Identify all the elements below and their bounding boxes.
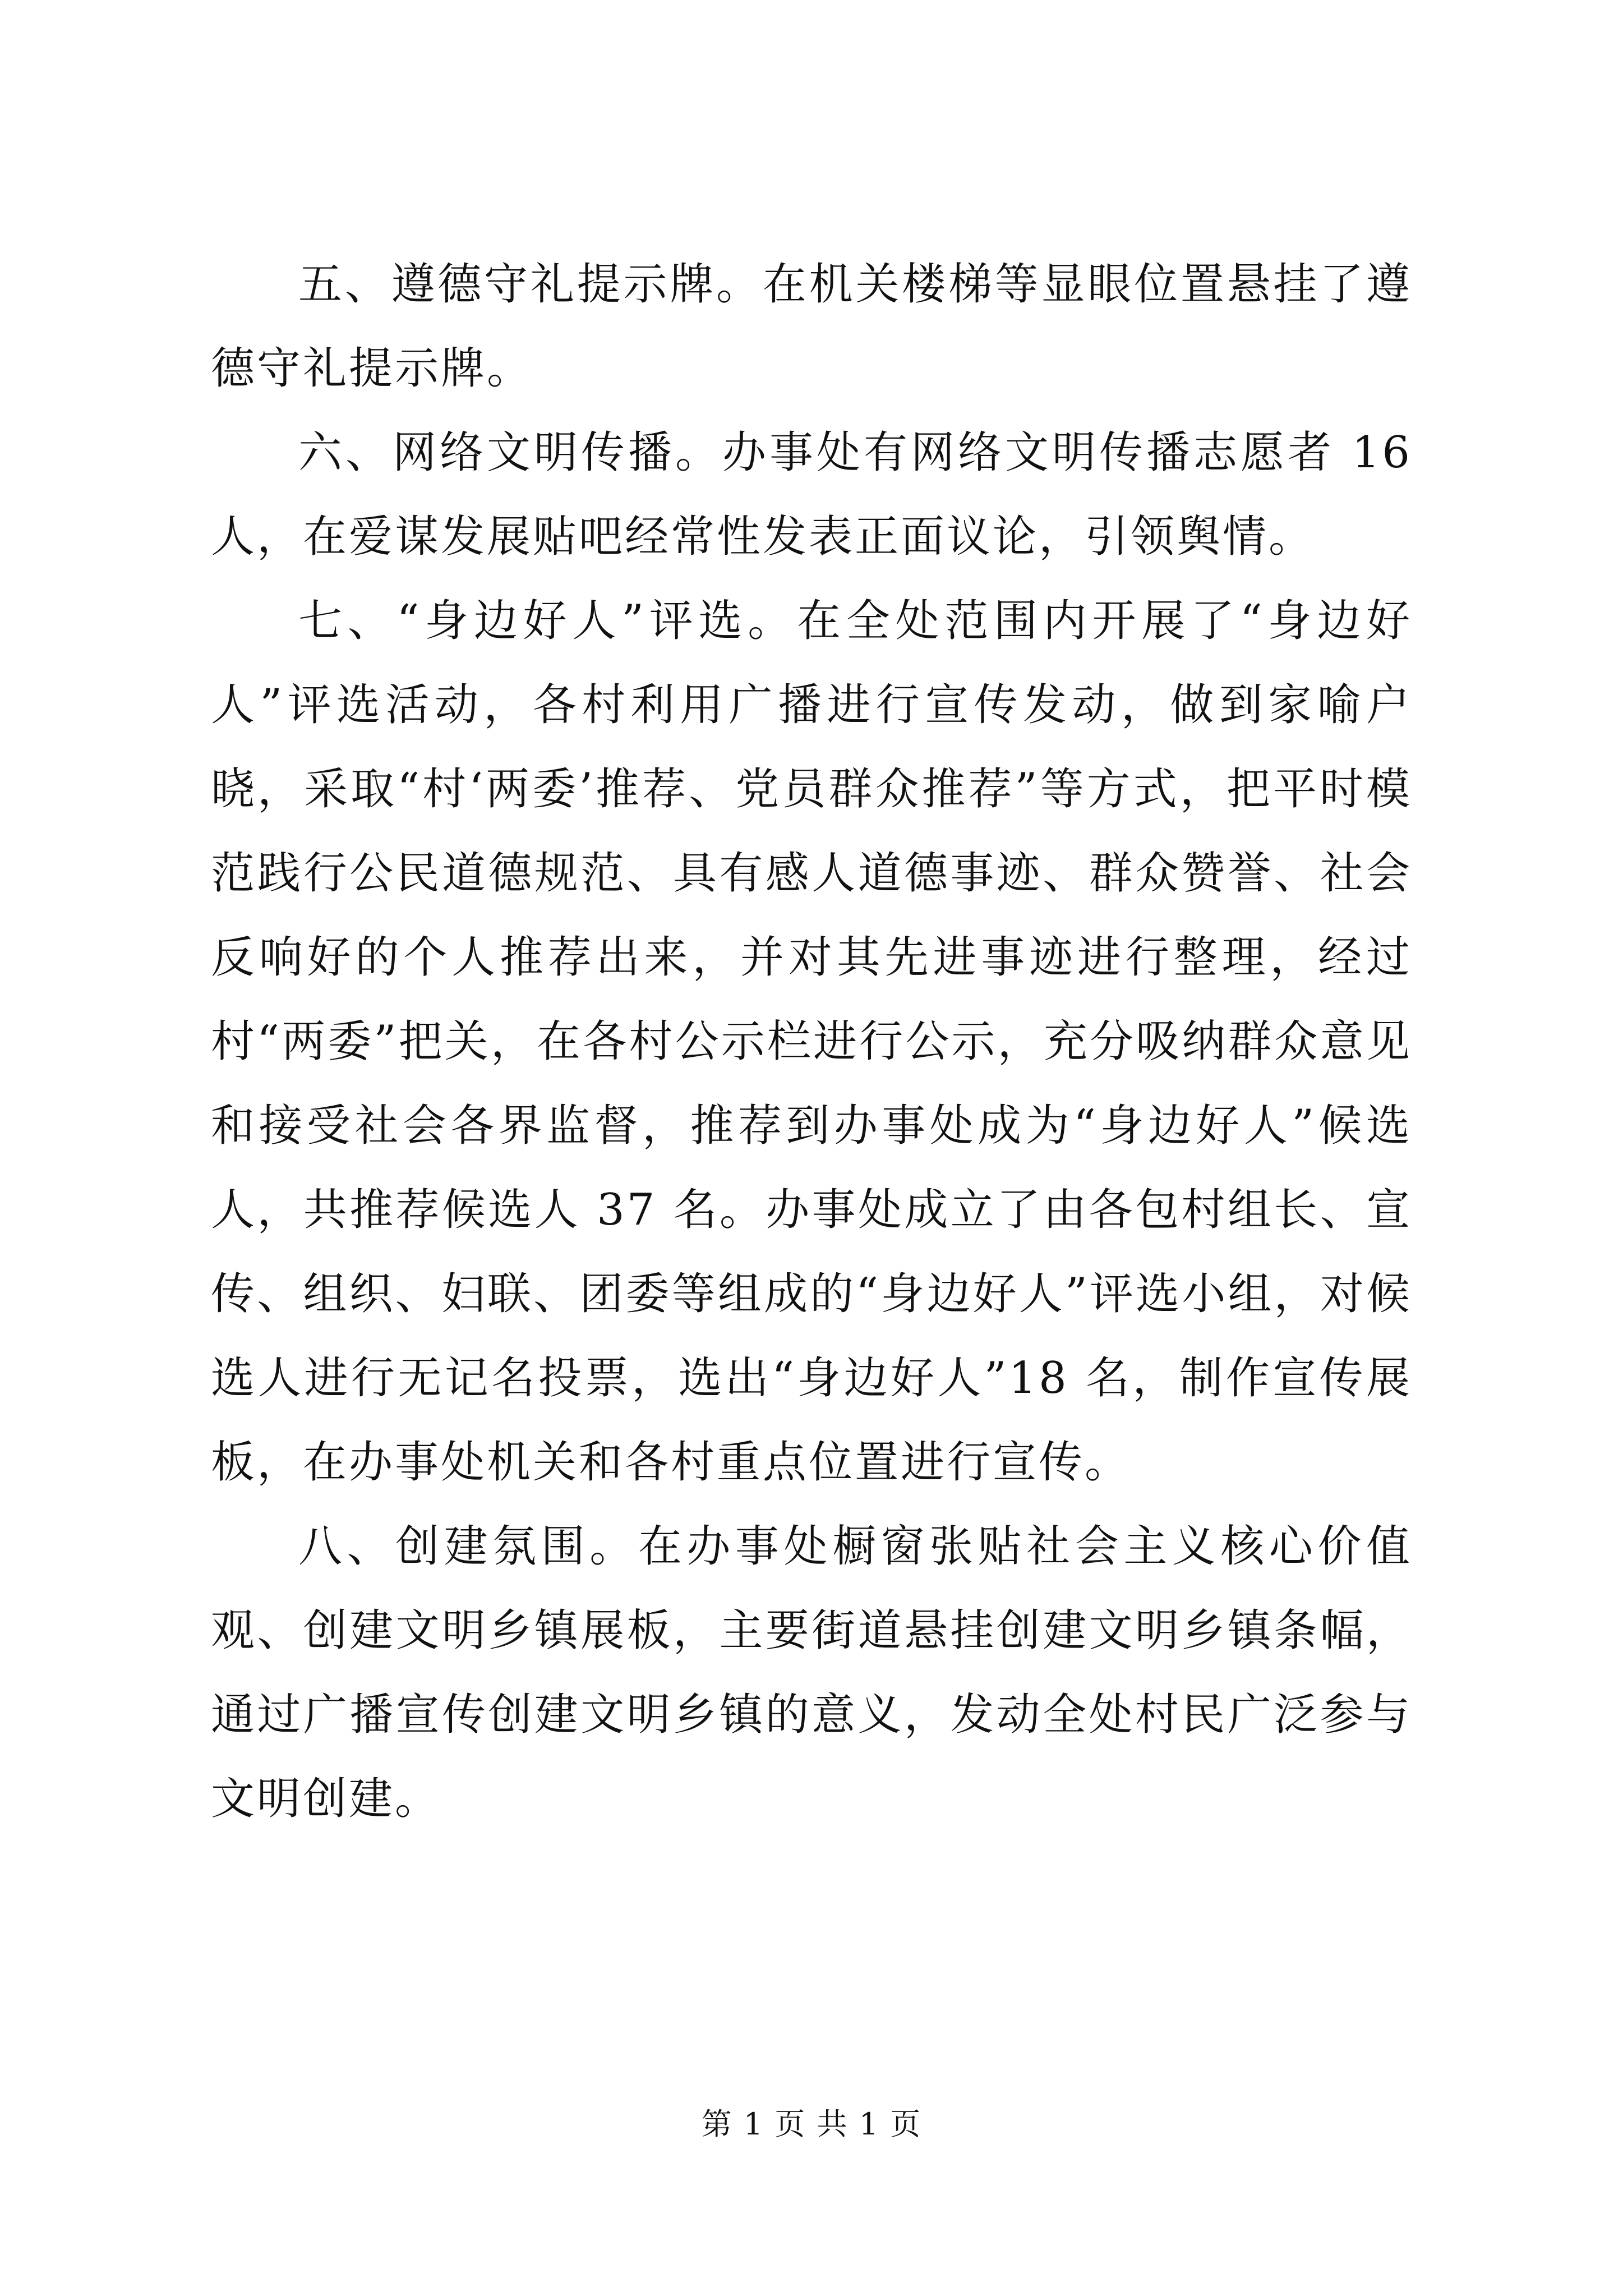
paragraph-8: 八、创建氛围。在办事处橱窗张贴社会主义核心价值观、创建文明乡镇展板，主要街道悬挂创建文明乡镇条幅，通过广播宣传创建文明乡镇的意义，发动全处村民广泛参与文明创建。 — [211, 1521, 1412, 1824]
document-body — [211, 242, 1412, 1841]
page-footer: 第 1 页 共 1 页 — [701, 2106, 922, 2142]
paragraph-7: 七、“身边好人”评选。在全处范围内开展了“身边好人”评选活动，各村利用广播进行宣传发动，做到家喻户晓，采取“村‘两委’推荐、党员群众推荐”等方式，把平时模范践行公民道德规范、具有感人道德事迹、群众赞誉、社会反响好的个人推荐出来，并对其先进事迹进行整理，经过村“两委”把关，在各村公示栏进行公示，充分吸纳群众意见和接受社会各界监督，推荐到办事处成为“身边好人”候选人，共推荐候选人 37 名。办事处成立了由各包村组长、宣传、组织、妇联、团委等组成的“身边好人”评选小组，对候选人进行无记名投票，选出“身边好人”18 名，制作宣传展板，在办事处机关和各村重点位置进行宣传。 — [211, 596, 1412, 1488]
paragraph-5: 五、遵德守礼提示牌。在机关楼梯等显眼位置悬挂了遵德守礼提示牌。 — [211, 259, 1412, 394]
paragraph-6: 六、网络文明传播。办事处有网络文明传播志愿者 16 人，在爱谋发展贴吧经常性发表正面议论，引领舆情。 — [211, 427, 1412, 562]
